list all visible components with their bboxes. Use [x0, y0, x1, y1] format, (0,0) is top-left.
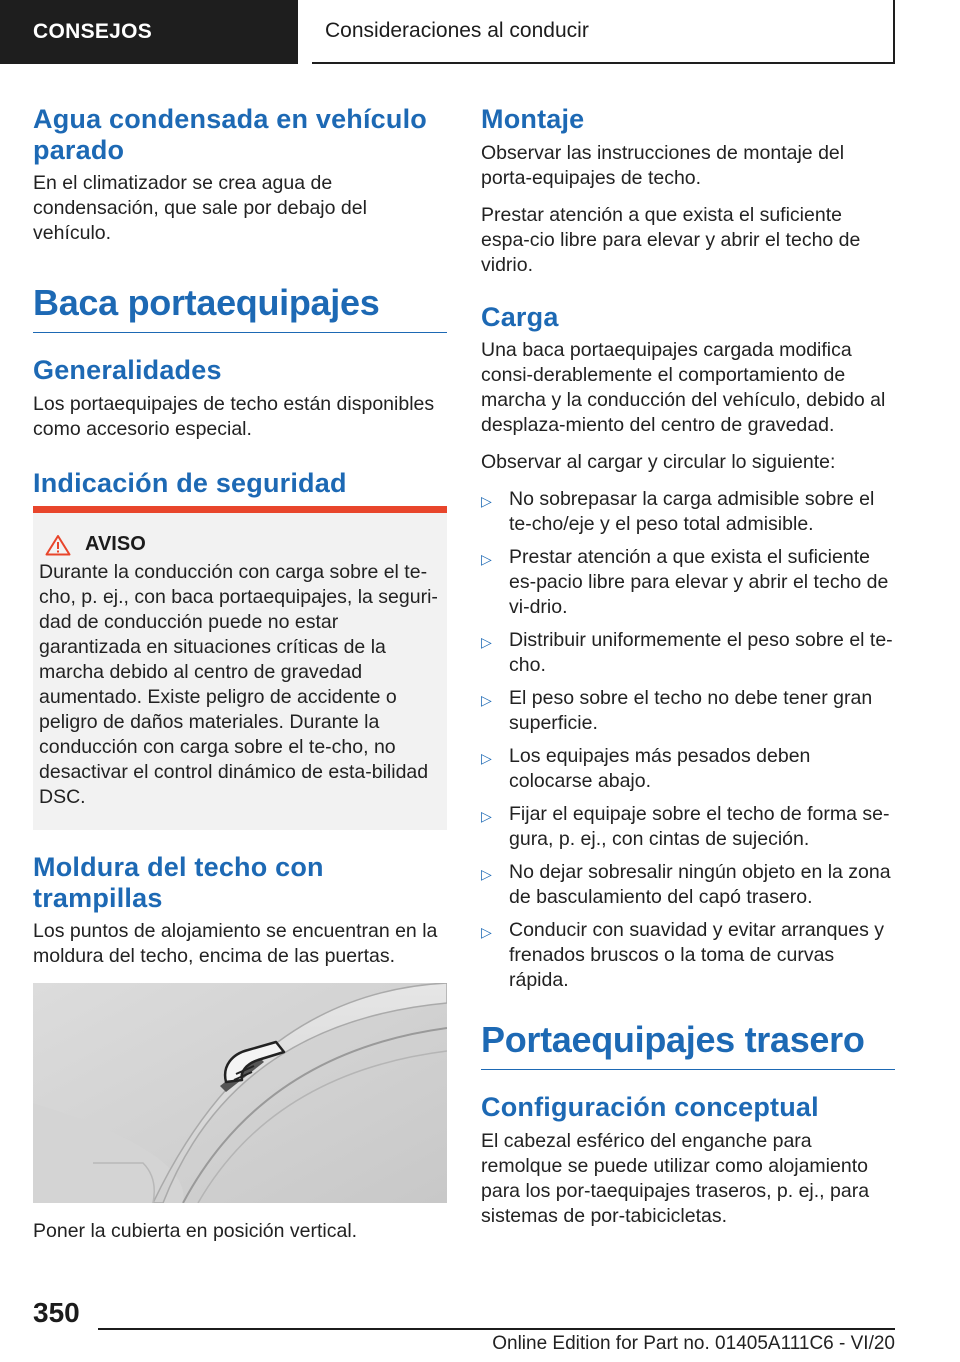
bullet-triangle-icon: ▷ — [481, 808, 492, 824]
bullet-triangle-icon: ▷ — [481, 634, 492, 650]
heading-seguridad: Indicación de seguridad — [33, 467, 347, 498]
photo-caption: Poner la cubierta en posición vertical. — [33, 1220, 358, 1243]
bullet-triangle-icon: ▷ — [481, 750, 492, 766]
list-item: ▷ Los equipajes más pesados deben colocarse abajo. — [481, 745, 811, 792]
list-item: ▷ Prestar atención a que exista el suficiente es-pacio libre para elevar y abrir el techo de vi-drio. — [481, 546, 889, 618]
chapter-title: Consideraciones al conducir — [325, 19, 589, 42]
heading-generalidades: Generalidades — [33, 355, 222, 386]
bullet-triangle-icon: ▷ — [481, 493, 492, 509]
carga-list — [481, 487, 895, 993]
chapter-title-box — [312, 0, 895, 64]
heading-moldura: Moldura del techo con trampillas — [33, 852, 324, 913]
warning-box — [33, 506, 447, 830]
heading-trasero: Portaequipajes trasero — [481, 1019, 895, 1070]
bullet-triangle-icon: ▷ — [481, 866, 492, 882]
para-condensada: En el climatizador se crea agua de condensación, que sale por debajo del vehículo. — [33, 172, 367, 244]
para-config: El cabezal esférico del enganche para remolque se puede utilizar como alojamiento para los por-taequipajes traseros, p. ej., para sistemas de por-tabicicletas. — [481, 1129, 870, 1227]
list-item: ▷ No sobrepasar la carga admisible sobre el te-cho/eje y el peso total admisible. — [481, 488, 875, 535]
heading-carga: Carga — [481, 301, 559, 332]
left-column — [33, 104, 447, 1256]
bullet-triangle-icon: ▷ — [481, 924, 492, 940]
list-item: ▷ El peso sobre el techo no debe tener gran superficie. — [481, 687, 873, 734]
roof-molding-photo — [33, 983, 447, 1203]
list-item: ▷ Distribuir uniformemente el peso sobre el te-cho. — [481, 629, 893, 676]
bullet-triangle-icon: ▷ — [481, 551, 492, 567]
heading-condensada: Agua condensada en vehículo parado — [33, 104, 427, 165]
page-number: 350 — [33, 1297, 80, 1328]
heading-baca: Baca portaequipajes — [33, 282, 447, 333]
footer-divider — [98, 1328, 895, 1330]
list-item: ▷ No dejar sobresalir ningún objeto en la zona de basculamiento del capó trasero. — [481, 861, 891, 908]
section-label: CONSEJOS — [33, 20, 153, 43]
edition-note: Online Edition for Part no. 01405A111C6 - VI/20 — [492, 1333, 895, 1354]
right-column — [481, 104, 895, 1241]
para-carga-1: Una baca portaequipajes cargada modifica consi-derablemente el comportamiento de marcha y la conducción del vehículo, debido al desplaza-miento del centro de gravedad. — [481, 339, 886, 436]
warning-text: Durante la conducción con carga sobre el te-cho, p. ej., con baca portaequipajes, la seguri-dad de conducción puede no estar garantizada en situaciones críticas de la marcha debido al centro de gravedad aumentado. Existe peligro de accidente o peligro de daños materiales. Durante la conducción con carga sobre el te-cho, no desactivar el control dinámico de esta-bilidad DSC. — [39, 561, 438, 809]
para-moldura: Los puntos de alojamiento se encuentran en la moldura del techo, encima de las puertas. — [33, 920, 438, 968]
list-item: ▷ Fijar el equipaje sobre el techo de forma se-gura, p. ej., con cintas de sujeción. — [481, 803, 890, 850]
para-generalidades: Los portaequipajes de techo están disponibles como accesorio especial. — [33, 392, 435, 440]
para-montaje-2: Prestar atención a que exista el suficiente espa-cio libre para elevar y abrir el techo de vidrio. — [481, 203, 861, 276]
heading-montaje: Montaje — [481, 104, 585, 134]
list-item: ▷ Conducir con suavidad y evitar arranques y frenados bruscos o la toma de curvas rápida. — [481, 919, 885, 991]
heading-config: Configuración conceptual — [481, 1092, 819, 1123]
section-tab — [0, 0, 298, 64]
para-carga-2: Observar al cargar y circular lo siguiente: — [481, 451, 836, 473]
warning-triangle-icon — [45, 534, 71, 556]
bullet-triangle-icon: ▷ — [481, 692, 492, 708]
para-montaje-1: Observar las instrucciones de montaje del porta-equipajes de techo. — [481, 141, 845, 189]
warning-label: AVISO — [85, 533, 146, 556]
